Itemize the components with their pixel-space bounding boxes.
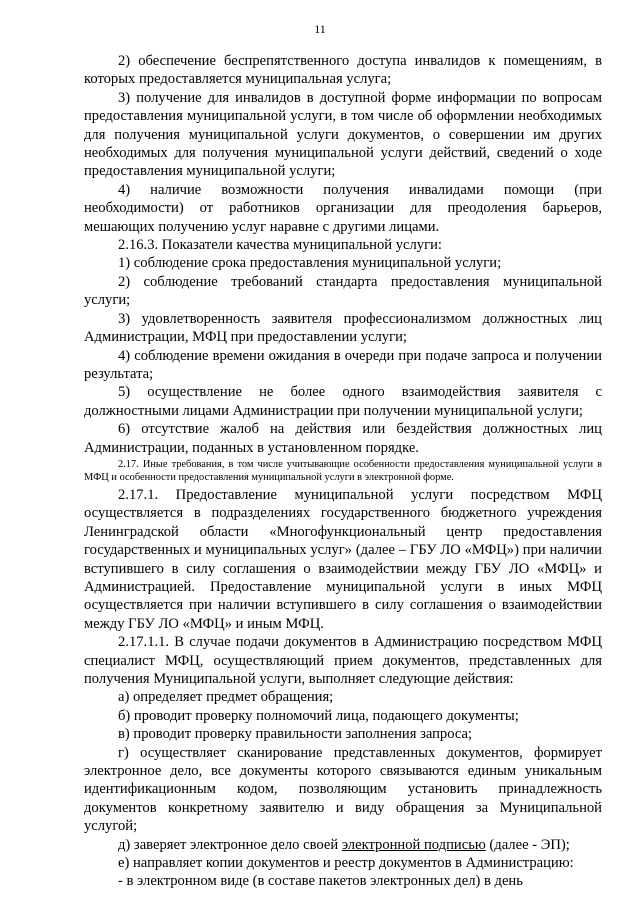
paragraph-quality-3: 3) удовлетворенность заявителя профессионализмом должностных лиц Администрации, МФЦ при предоставлении услуги;	[84, 310, 602, 346]
list-item-e: е) направляет копии документов и реестр документов в Администрацию:	[118, 855, 574, 872]
list-item-d-after: (далее - ЭП);	[485, 836, 570, 853]
section-heading-2-16-3: 2.16.3. Показатели качества муниципальной услуги:	[118, 237, 442, 254]
paragraph-quality-1: 1) соблюдение срока предоставления муниципальной услуги;	[118, 255, 502, 272]
paragraph-quality-4: 4) соблюдение времени ожидания в очереди при подаче запроса и получении результата;	[84, 347, 602, 382]
paragraph-accessibility-2: 2) обеспечение беспрепятственного доступа инвалидов к помещениям, в которых предоставляется муниципальная услуга;	[84, 53, 602, 88]
paragraph-quality-5: 5) осуществление не более одного взаимодействия заявителя с должностными лицами Администрации при получении муниципальной услуги;	[84, 384, 602, 419]
list-item-d	[84, 836, 602, 854]
list-item-b: б) проводит проверку полномочий лица, подающего документы;	[118, 707, 519, 724]
paragraph-2-17-1: 2.17.1. Предоставление муниципальной услуги посредством МФЦ осуществляется в подразделениях государственного бюджетного учреждения Ленинградской области «Многофункциональный центр предоставления государственных и муниципальных услуг» (далее – ГБУ ЛО «МФЦ») при наличии вступившего в силу соглашения о взаимодействии между ГБУ ЛО «МФЦ» и Администрацией. Предоставление муниципальной услуги в иных МФЦ осуществляется при наличии вступившего в силу соглашения о взаимодействии между ГБУ ЛО «МФЦ» и иным МФЦ.	[84, 486, 602, 632]
paragraph-accessibility-4: 4) наличие возможности получения инвалидами помощи (при необходимости) от работников организации для преодоления барьеров, мешающих получению услуг наравне с другими лицами.	[84, 181, 602, 235]
list-item-a: а) определяет предмет обращения;	[118, 689, 334, 706]
paragraph-quality-6: 6) отсутствие жалоб на действия или бездействия должностных лиц Администрации, поданных в установленном порядке.	[84, 421, 602, 456]
list-item-v: в) проводит проверку правильности заполнения запроса;	[118, 726, 473, 743]
electronic-signature-link[interactable]: электронной подписью	[341, 836, 486, 853]
paragraph-quality-2: 2) соблюдение требований стандарта предоставления муниципальной услуги;	[84, 273, 602, 309]
paragraph-accessibility-3: 3) получение для инвалидов в доступной форме информации по вопросам предоставления муниципальной услуги, в том числе об оформлении необходимых для получения муниципальной услуги документов, о совершении им других необходимых для получения муниципальной услуги действий, сведений о ходе предоставления муниципальной услуги;	[84, 89, 602, 180]
list-item-electronic-form: - в электронном виде (в составе пакетов электронных дел) в день	[118, 873, 523, 890]
section-heading-2-17: 2.17. Иные требования, в том числе учитывающие особенности предоставления муниципальной услуги в МФЦ и особенности предоставления муниципальной услуги в электронной форме.	[84, 458, 602, 483]
document-body	[84, 52, 602, 891]
paragraph-2-17-1-1: 2.17.1.1. В случае подачи документов в Администрацию посредством МФЦ специалист МФЦ, осуществляющий прием документов, представленных для получения Муниципальной услуги, выполняет следующие действия:	[84, 634, 602, 687]
list-item-g: г) осуществляет сканирование представленных документов, формирует электронное дело, все документы которого связываются единым уникальным идентификационным кодом, позволяющим установить принадлежность документов конкретному заявителю и виду обращения за Муниципальной услугой;	[84, 744, 602, 835]
list-item-d-before: д) заверяет электронное дело своей	[118, 836, 342, 853]
page-number: 11	[314, 22, 326, 36]
